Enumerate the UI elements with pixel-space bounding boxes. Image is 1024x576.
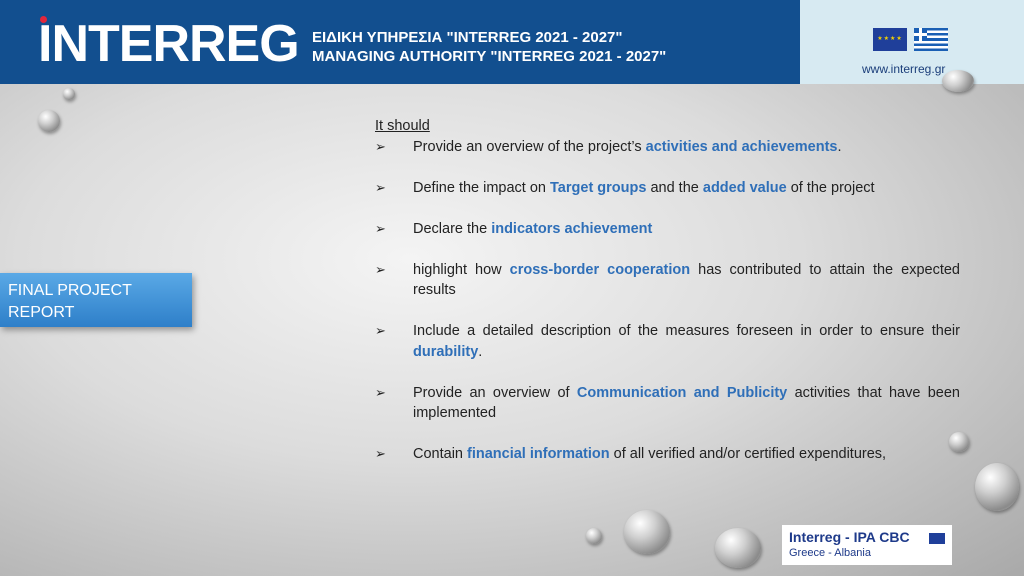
water-drop-decoration: [586, 528, 602, 544]
eu-flag-small-icon: [929, 533, 945, 544]
water-drop-decoration: [63, 88, 75, 100]
website-link[interactable]: www.interreg.gr: [862, 62, 946, 76]
header-title-line1: ΕΙΔΙΚΗ ΥΠΗΡΕΣΙΑ "INTERREG 2021 - 2027": [312, 29, 623, 46]
bullet-item: ➢ Declare the indicators achievement: [375, 219, 960, 240]
bullet-item: ➢ Provide an overview of Communication and Publicity activities that have been implemented: [375, 384, 960, 421]
water-drop-decoration: [624, 510, 670, 554]
water-drop-decoration: [949, 432, 969, 452]
footer-logo-subtitle: Greece - Albania: [789, 547, 871, 559]
water-drop-decoration: [975, 463, 1019, 511]
header-title-line2: MANAGING AUTHORITY "INTERREG 2021 - 2027": [312, 48, 667, 65]
arrow-bullet-icon: ➢: [375, 220, 386, 236]
bullet-item: ➢ Contain financial information of all verified and/or certified expenditures,: [375, 444, 960, 465]
section-label: [0, 273, 192, 327]
arrow-bullet-icon: ➢: [375, 138, 386, 154]
water-drop-decoration: [942, 70, 974, 92]
interreg-logo: INTERREG: [38, 15, 299, 73]
eu-flag-icon: ★★★★: [873, 28, 907, 51]
bullet-item: ➢ highlight how cross-border cooperation has contributed to attain the expected results: [375, 261, 960, 298]
footer-logo-title: Interreg - IPA CBC: [789, 529, 910, 545]
bullet-item: ➢ Include a detailed description of the measures foreseen in order to ensure their durability.: [375, 323, 960, 360]
arrow-bullet-icon: ➢: [375, 323, 386, 338]
greece-flag-icon: [914, 28, 948, 51]
arrow-bullet-icon: ➢: [375, 261, 386, 277]
bullet-item: ➢ Define the impact on Target groups and the added value of the project: [375, 178, 960, 199]
section-label-line2: REPORT: [8, 304, 75, 321]
section-label-line1: FINAL PROJECT: [8, 282, 132, 299]
content-body: [375, 116, 960, 485]
bullet-item: ➢ Provide an overview of the project’s activities and achievements.: [375, 137, 960, 158]
arrow-bullet-icon: ➢: [375, 446, 386, 461]
intro-text: It should: [375, 118, 430, 134]
interreg-ipa-logo: [782, 525, 952, 565]
header-title: [312, 28, 666, 66]
arrow-bullet-icon: ➢: [375, 384, 386, 400]
water-drop-decoration: [38, 110, 60, 132]
water-drop-decoration: [715, 528, 761, 568]
arrow-bullet-icon: ➢: [375, 179, 386, 195]
header-bar: [0, 0, 800, 84]
